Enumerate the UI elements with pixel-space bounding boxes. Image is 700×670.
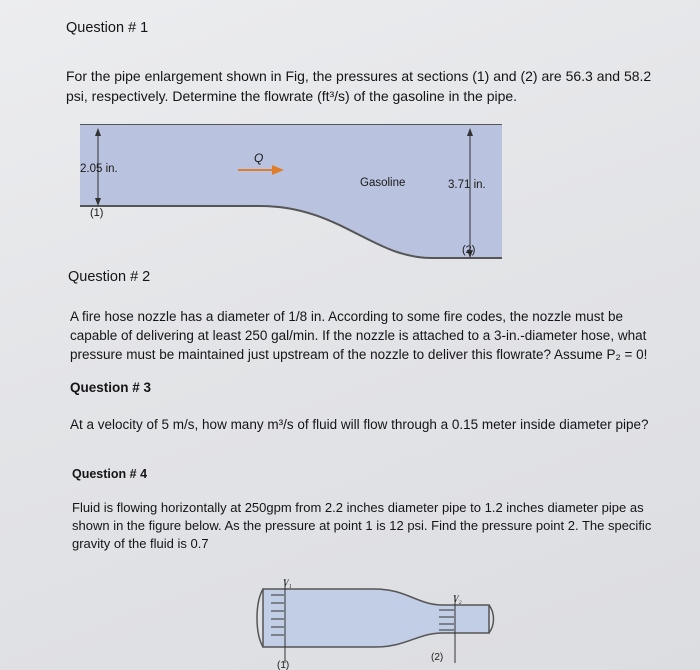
- diameter-2-label: 3.71 in.: [448, 179, 486, 191]
- pipe-reduction-figure: [255, 575, 500, 670]
- question-3-text: At a velocity of 5 m/s, how many m³/s of fluid will flow through a 0.15 meter inside diameter pipe?: [70, 417, 649, 432]
- fluid-label: Gasoline: [360, 177, 406, 189]
- pipe-enlargement-figure: [72, 124, 512, 264]
- v2-label: V₂: [453, 594, 462, 604]
- diameter-1-label: 2.05 in.: [80, 163, 118, 175]
- flow-label: Q: [254, 151, 264, 165]
- question-2-heading: Question # 2: [68, 269, 151, 285]
- question-4-text: Fluid is flowing horizontally at 250gpm from 2.2 inches diameter pipe to 1.2 inches diameter pipe as shown in the figure below. As the pressure at point 1 is 12 psi. Find the pressure point 2. The specific gravity of the fluid is 0.7: [72, 500, 652, 551]
- question-1-text: For the pipe enlargement shown in Fig, the pressures at sections (1) and (2) are 56.3 and 58.2 psi, respectively. Determine the flowrate (ft³/s) of the gasoline in the pipe.: [66, 68, 652, 104]
- section-2-label: (2): [431, 652, 444, 663]
- question-1-heading: Question # 1: [66, 20, 149, 36]
- section-2-label: (2): [462, 244, 476, 256]
- question-4-heading: Question # 4: [72, 467, 148, 481]
- pipe-left-cut: [257, 589, 263, 647]
- section-1-label: (1): [90, 207, 104, 219]
- question-2-text: A fire hose nozzle has a diameter of 1/8 in. According to some fire codes, the nozzle must be capable of delivering at least 250 gal/min. If the nozzle is attached to a 3-in.-diameter hose, what pressure must be maintained just upstream of the nozzle to deliver this flowrate? Assume P₂ = 0!: [70, 309, 648, 362]
- pipe-fluid-region: [80, 124, 502, 258]
- v1-label: V₁: [283, 578, 292, 588]
- section-1-label: (1): [277, 660, 290, 670]
- question-3-heading: Question # 3: [70, 380, 152, 395]
